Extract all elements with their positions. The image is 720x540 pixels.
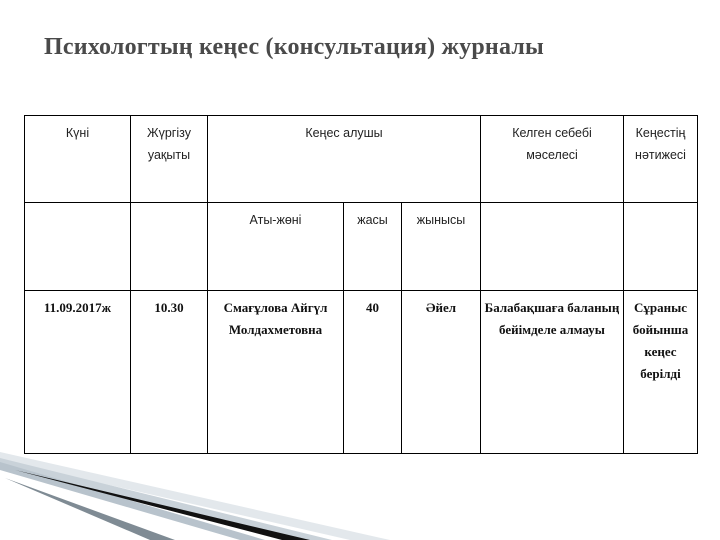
subheader-name: Аты-жөні [208,203,344,291]
page-title: Психологтың кеңес (консультация) журналы [44,34,544,60]
cell-result: Сұраныс бойынша кеңес берілді [624,291,698,454]
header-reason: Келген себебі мәселесі [481,116,624,203]
cell-name: Смағұлова Айгүл Молдахметовна [208,291,344,454]
header-date: Күні [25,116,131,203]
cell-date: 11.09.2017ж [25,291,131,454]
subheader-age: жасы [344,203,402,291]
cell-age: 40 [344,291,402,454]
cell-gender: Әйел [402,291,481,454]
header-time: Жүргізу уақыты [131,116,208,203]
header-result: Кеңестің нәтижесі [624,116,698,203]
header-client: Кеңес алушы [208,116,481,203]
cell-time: 10.30 [131,291,208,454]
cell-reason: Балабақшаға баланың бейімделе алмауы [481,291,624,454]
subheader-gender: жынысы [402,203,481,291]
